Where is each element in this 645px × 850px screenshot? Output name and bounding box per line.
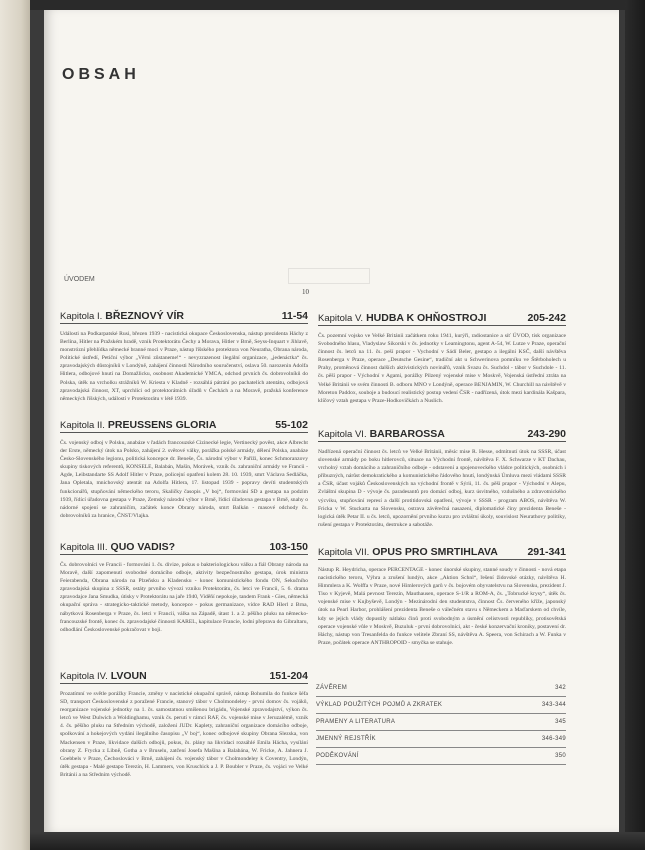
chapter-description: Nástup R. Heydricha, operace PERCENTAGE - konec únorské skupiny, stanné soudy v činnosti - nová etapa nacistického teroru, Výhra a zrušení lundýn, akce „Aktion Schnl“, řešení židovské otázky, návštěva H. Himmlera a K. Wolffa v Praze, nové Himlerových garů v čs. bojovém obyvatelstvu na Slovensku, prezident J. Tiso v Kyjevě, Malá pevnost Terezín, Mauthausen, operace S-1/R a ROM-A, čs. „Tobrucké krysy“, útěk čs. vojenské mise v Kujbyševě, Londýn - Mezinárodní den studentstva, činnost Čs. červeného kříže, japonský útok na Pearl Harbor, prohlášení prezidenta Beneše o válečném stavu s Německem a Maďarskem od chvíle, kdy se jejich vlády dopustily nátlaku činů proti svobodným a úsmění celistvosti republiky, protisovětská operace vojenské vůle v Moskvě, Buzuluk - první dobrovolníci, akt - české konzervační kroniky, postavení dr. Háchy, nástup von Tresanfelda do funkce velitele Zbraní SS, návštěva A. Speera, von Schirach a W. Funka v Praze, počátek operace ANTHROPOID - smyčka se stahuje. xyxy=(318,567,566,646)
back-matter-label: VÝKLAD POUŽITÝCH POJMŮ A ZKRATEK xyxy=(316,702,443,708)
chapter-1 xyxy=(60,310,308,403)
chapter-heading xyxy=(60,541,308,555)
book-cover-bottom xyxy=(30,832,645,850)
back-matter-page: 346-349 xyxy=(541,736,566,742)
chapter-6 xyxy=(318,428,566,529)
chapter-description: Nadřízená operační činnost čs. letců ve Velké Británii, měsíc mise R. Hesse, odmítnutí útok na SSSR, účast slovenské armády po boku hitlerovců, situace na Východní frontě, návštěva F. X. Schwarze v KT Dachau, vrcholný vztah domácího a zahraničního odboje - odstavení a spojenoveckého vládce politických, osobních i příbuzných, nárůst demokratického a komunistického řádového hnutí, londýnská Úmluva mezi vládami SSSR a ČSR, účast vojáků Československých na východní frontě v Sýrii, 11. čs. pěší prapor - Východní v Alepu, Zvláštní skupina D - vývoje čs. paradesantů pro domácí odboj, kurz úsvitného, vzdušného a zdravotnického výcviku, stupňování represí a další protitidovská opatření, vývoje v SSSR - program ABOS, návštěva W. Fricka v W. Stuckarta na Slovensku, ostrava závěrečná nasazení, diplomatické činy prezidenta Beneše - logická útěk Petar II. u čs. letců, upozornění prvního kurzu pro zvláštní úkoly, souvislost Neurathovy politiky, rušení gestapa v Protektorátu, destrukce a sabotáže. xyxy=(318,449,566,528)
back-matter-label: JMENNÝ REJSTŘÍK xyxy=(316,736,376,742)
chapter-description: Prozatímní ve světle porážky Francie, změny v nacistické okupační správě, nástup Bohumila do funkce šéfa SD, transport Československé z poražené Francie, stanový tábor v Cholmondeley - první domov čs. vojáků, reorganizace vojenské jednotky na 1. čs. samostatnou smíšenou brigádu, Vojenské zpravodajství, výkon čs. letců ve West Dulwich a Woldinghamu, vznik čs. perutí v rámci RAF, čs. vojenské mise v Jeruzalémě, vznik 4. čs. pěšího pluku na Středním východě, založení JUDr. Kaplety, zahraniční organizace domácího odboje, spolkování a hokejových vydání ilegálního časopisu „V boj“, konec odbojové skupiny Obrana Slezska, von Mackensen v Praze, likvidace dalších odbojů, pokus, čs. plány na likvidaci rozsáhlé Emila Hácha, vysílání obrany Z. Frycka z Libně, Gotha a v Bruselu, zatčení Josefa Mašína a Balabána, W. Fricke, A. Jahnera J. Goebbels v Praze, Čechoslováci v Brně, zahájení čs. vojenský tábor v Cholmondeley k Coventry, Londýn, útěk gestapa - Malé gestapo Terezín, H. Lammers, von Kruschick a J. P. Boubler v Praze, čs. vojáci ve Velké Británii a na Středním východě. xyxy=(60,691,308,778)
chapter-name: BARBAROSSA xyxy=(369,428,445,440)
chapter-number: Kapitola II. xyxy=(60,420,105,431)
chapter-number: Kapitola I. xyxy=(60,311,103,322)
chapter-heading xyxy=(60,670,308,684)
chapter-heading xyxy=(318,312,566,326)
book-page xyxy=(44,10,619,832)
book-edge-left xyxy=(0,0,30,850)
back-matter-page: 342 xyxy=(555,685,566,691)
chapter-pages: 11-54 xyxy=(281,310,308,322)
chapter-name: QUO VADIS? xyxy=(110,541,176,553)
back-matter-label: PRAMENY A LITERATURA xyxy=(316,719,396,725)
chapter-description: Čs. vojenský odboj v Polsku, anabáze v řadách francouzské Cizinecké legie, Vertinecký pověst, akce Albrecht der Erste, německý útok na Polsko, zahájení 2. světové války, porážka polské armády, dělení Polska, anabáze Česko-Slovenského legionu, politická koncepce dr. Beneše, Čs. národní výbor v Paříži, konec Schmoranzovy skupiny tiskových referentů, KONSELE, Balabán, Mašín, Morávek, vznik čs. zahraniční armády ve Francii - Agde, Leibstandarte SS Adolf Hitler v Praze, policejní opatření kolem 28. 10. 1939, smrt Václava Sedláčka, Jana Opletala, mnichovský atentát na Adolfa Hitlera, 17. listopad 1939 - popravy devíti studentských funkcionářů, stupňování německého teroru, Skaličky časopis „V boj“, formování SD a gestapa na podzim 1939, řídící úřadovna gestapa v Praze, Zemský národní výbor v Brně, řídící úřadovna gestapa v Brně, snahy o nádorné spojení se zahraničím, začátek konce Obrany národa, smrt Balkán - masové odchody čs. dobrovolníků za hranice, ČNST/Vlajka. xyxy=(60,440,308,519)
back-matter-label: PODĚKOVÁNÍ xyxy=(316,753,359,759)
chapter-heading xyxy=(60,310,308,324)
chapter-5 xyxy=(318,312,566,405)
book-cover-top xyxy=(30,0,645,10)
chapter-number: Kapitola V. xyxy=(318,313,364,324)
book-cover-right xyxy=(625,0,645,850)
chapter-heading xyxy=(318,546,566,560)
chapter-pages: 151-204 xyxy=(269,670,308,682)
chapter-4 xyxy=(60,670,308,779)
chapter-heading xyxy=(60,419,308,433)
chapter-name: PREUSSENS GLORIA xyxy=(107,419,217,431)
chapter-name: BŘEZNOVÝ VÍR xyxy=(105,310,185,322)
back-matter-page: 343-344 xyxy=(541,702,566,708)
chapter-3 xyxy=(60,541,308,634)
intro-label: ÚVODEM xyxy=(64,276,95,283)
back-matter-row xyxy=(316,680,566,697)
chapter-pages: 243-290 xyxy=(527,428,566,440)
chapter-2 xyxy=(60,419,308,520)
back-matter-label: ZÁVĚREM xyxy=(316,685,348,691)
chapter-number: Kapitola VI. xyxy=(318,429,367,440)
chapter-name: LVOUN xyxy=(110,670,147,682)
chapter-name: HUDBA K OHŇOSTROJI xyxy=(366,312,487,324)
chapter-description: Čs. pozemní vojsko ve Velké Británii začátkem roku 1941, kurýři, radiostanice a síť ÚVOD, tisk organizace Svobodného hlasu, Vladyslaw Sikorski v čs. jednotky v Leamingtonu, agent A-54, W. Lutze v Praze, operační činnost čs. letců na 11. čs. peší prapor - Vychodní v Sádí Beler, gestapo a ilegální KSČ, další návštěva Rosenberga v Praze, operace „Deutsche Gesine“, tradiční akt u Schwerinova pomníku ve Štěrboholech u Prahy, proměnová činnost dalších aktivistických novinářů, vznik Svazu čs. Suchdol - tábor v Suchdole - 11. čs. pěší prapor - Východní v Agami, porážky Pilzený vojenské mise v Moskvě, Vojenská ústřední ztráta na Velké Británii ve svém činnosti B. odboru MNO v Londýně, operace BENJAMIN, W. Churchill na návštěvě v Moreton Paddox, souboje a budoucí realistický postup vedení ČSR - nadřízená, útok mezi kardinála Kašpara, klíčový vztah gestapa v Praze-Hodkovičkách a Nuslích. xyxy=(318,333,566,404)
back-matter-row xyxy=(316,714,566,731)
chapter-description: Čs. dobrovolníci ve Francii - formování 1. čs. divize, pokus o bakteriologickou válku a fiál Obrany národa na Moravě, další zapomenutí svobodné domácího odboje, aktivity bezpečnostního gestapa, úrok ministra Feierabenda, Obrana národa na Plzeňsku a Kladensku - konec komunistického fondu ON, Sekučního zpravodajská skupina z SSSR, ostáty prvního vývozí vzniku Protektorátu, čs. letci ve Francii, 5. 6. drama zpravodajce Jana Smudka, útisky v Protektorátu na jaře 1940, Viděňí nepokoje, tandem Frank - Gies, německá okupační správa - strategicko-taktické metody, koncepce - pokus germanizace, vídce RAD Hlerl z Brna, nábytková Rosenberga v Praze, čs. letci v Francii, válka na Západě, útast 1. a 2. pěšího pluku na německo-francouzské frontě, konec čs. zpravodajské činnosti KAREL, kapitulace Francie, lodní přeprava do Gibraltaru, odhodlání Československé pokračovat v boji. xyxy=(60,562,308,633)
chapter-pages: 55-102 xyxy=(275,419,308,431)
page-title: OBSAH xyxy=(62,66,140,83)
chapter-number: Kapitola III. xyxy=(60,542,108,553)
chapter-description: Události na Podkarpatské Rusi, březen 1939 - nacistická okupace Československa, nástup prezidenta Háchy z Berlína, Hitler na Pražském hradě, vznik Protektorátu Čechy a Morava, Hitler v Brně, Seyss-Inquart v Jihlavě, monstrózní přehlídka německé branné moci v Praze, nástup říšského protektora von Neuratha, Obrana národa, Politické ústředí, Petiční výbor „Věrni zůstaneme!“ - nevyzrazenost ilegální organizace, „jedenáctka“ čs. zpravodajských důstojníků v Londýně, zahájení činnosti Národního souručenství, oslava 50. narozenin Adolfa Hitlera, odbojové hnutí na Domažlicku, osobnost Akademické YMCA, odchod prvních čs. dobrovolníků do Polska, útěk na vrcholku strážníků W. Kriesta v Kladně - rozsáhlá pátrání po pachatelích atentátu, odbojová zpravodajská činnost, XT, uprchlíci od protektorátních úřadů v Čechách a na Moravě, pražská konference německých říšských, událostí v Protektorátu v létě 1939. xyxy=(60,331,308,402)
chapter-pages: 205-242 xyxy=(527,312,566,324)
chapter-7 xyxy=(318,546,566,647)
chapter-number: Kapitola VII. xyxy=(318,547,370,558)
chapter-heading xyxy=(318,428,566,442)
back-matter-row xyxy=(316,697,566,714)
back-matter-row xyxy=(316,731,566,748)
back-matter-page: 350 xyxy=(555,753,566,759)
intro-page-number: 10 xyxy=(302,288,309,296)
faded-stamp xyxy=(288,268,370,284)
back-matter-page: 345 xyxy=(555,719,566,725)
chapter-pages: 291-341 xyxy=(527,546,566,558)
chapter-name: OPUS PRO SMRTIHLAVA xyxy=(372,546,498,558)
chapter-pages: 103-150 xyxy=(269,541,308,553)
back-matter-row xyxy=(316,748,566,765)
back-matter-list xyxy=(316,680,566,765)
chapter-number: Kapitola IV. xyxy=(60,671,108,682)
